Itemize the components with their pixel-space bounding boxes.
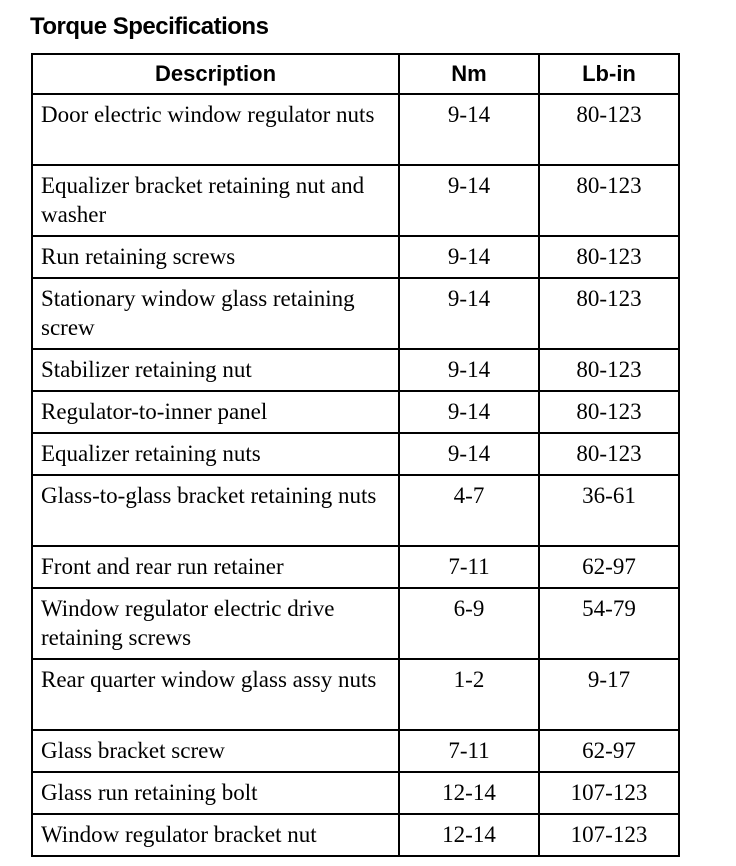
lb-in-cell: 80-123 bbox=[539, 94, 679, 165]
description-cell: Equalizer bracket retaining nut and washer bbox=[32, 165, 399, 236]
column-header-lb-in: Lb-in bbox=[539, 54, 679, 94]
table-row bbox=[32, 94, 679, 165]
description-cell: Rear quarter window glass assy nuts bbox=[32, 659, 399, 730]
lb-in-cell: 9-17 bbox=[539, 659, 679, 730]
nm-cell: 7-11 bbox=[399, 730, 539, 772]
description-cell: Run retaining screws bbox=[32, 236, 399, 278]
lb-in-cell: 80-123 bbox=[539, 391, 679, 433]
table-row bbox=[32, 814, 679, 856]
nm-cell: 9-14 bbox=[399, 349, 539, 391]
nm-cell: 12-14 bbox=[399, 814, 539, 856]
table-row bbox=[32, 475, 679, 546]
table-row bbox=[32, 391, 679, 433]
nm-cell: 9-14 bbox=[399, 236, 539, 278]
nm-cell: 1-2 bbox=[399, 659, 539, 730]
column-header-description: Description bbox=[32, 54, 399, 94]
description-cell: Glass-to-glass bracket retaining nuts bbox=[32, 475, 399, 546]
lb-in-cell: 107-123 bbox=[539, 814, 679, 856]
nm-cell: 9-14 bbox=[399, 278, 539, 349]
lb-in-cell: 62-97 bbox=[539, 546, 679, 588]
description-cell: Regulator-to-inner panel bbox=[32, 391, 399, 433]
nm-cell: 9-14 bbox=[399, 94, 539, 165]
nm-cell: 6-9 bbox=[399, 588, 539, 659]
table-row bbox=[32, 546, 679, 588]
lb-in-cell: 36-61 bbox=[539, 475, 679, 546]
description-cell: Glass run retaining bolt bbox=[32, 772, 399, 814]
table-header-row bbox=[32, 54, 679, 94]
nm-cell: 12-14 bbox=[399, 772, 539, 814]
nm-cell: 9-14 bbox=[399, 391, 539, 433]
column-header-nm: Nm bbox=[399, 54, 539, 94]
table-row bbox=[32, 659, 679, 730]
description-cell: Glass bracket screw bbox=[32, 730, 399, 772]
nm-cell: 7-11 bbox=[399, 546, 539, 588]
nm-cell: 4-7 bbox=[399, 475, 539, 546]
description-cell: Front and rear run retainer bbox=[32, 546, 399, 588]
description-cell: Window regulator bracket nut bbox=[32, 814, 399, 856]
lb-in-cell: 54-79 bbox=[539, 588, 679, 659]
table-row bbox=[32, 236, 679, 278]
description-cell: Window regulator electric drive retaining screws bbox=[32, 588, 399, 659]
lb-in-cell: 80-123 bbox=[539, 278, 679, 349]
nm-cell: 9-14 bbox=[399, 433, 539, 475]
table-row bbox=[32, 349, 679, 391]
table-row bbox=[32, 772, 679, 814]
lb-in-cell: 80-123 bbox=[539, 349, 679, 391]
table-row bbox=[32, 278, 679, 349]
table-row bbox=[32, 433, 679, 475]
page-title: Torque Specifications bbox=[30, 13, 269, 40]
table-row bbox=[32, 730, 679, 772]
nm-cell: 9-14 bbox=[399, 165, 539, 236]
lb-in-cell: 107-123 bbox=[539, 772, 679, 814]
torque-spec-table bbox=[31, 53, 680, 857]
lb-in-cell: 62-97 bbox=[539, 730, 679, 772]
table-row bbox=[32, 588, 679, 659]
lb-in-cell: 80-123 bbox=[539, 236, 679, 278]
description-cell: Stationary window glass retaining screw bbox=[32, 278, 399, 349]
description-cell: Stabilizer retaining nut bbox=[32, 349, 399, 391]
lb-in-cell: 80-123 bbox=[539, 433, 679, 475]
table-row bbox=[32, 165, 679, 236]
lb-in-cell: 80-123 bbox=[539, 165, 679, 236]
description-cell: Equalizer retaining nuts bbox=[32, 433, 399, 475]
description-cell: Door electric window regulator nuts bbox=[32, 94, 399, 165]
